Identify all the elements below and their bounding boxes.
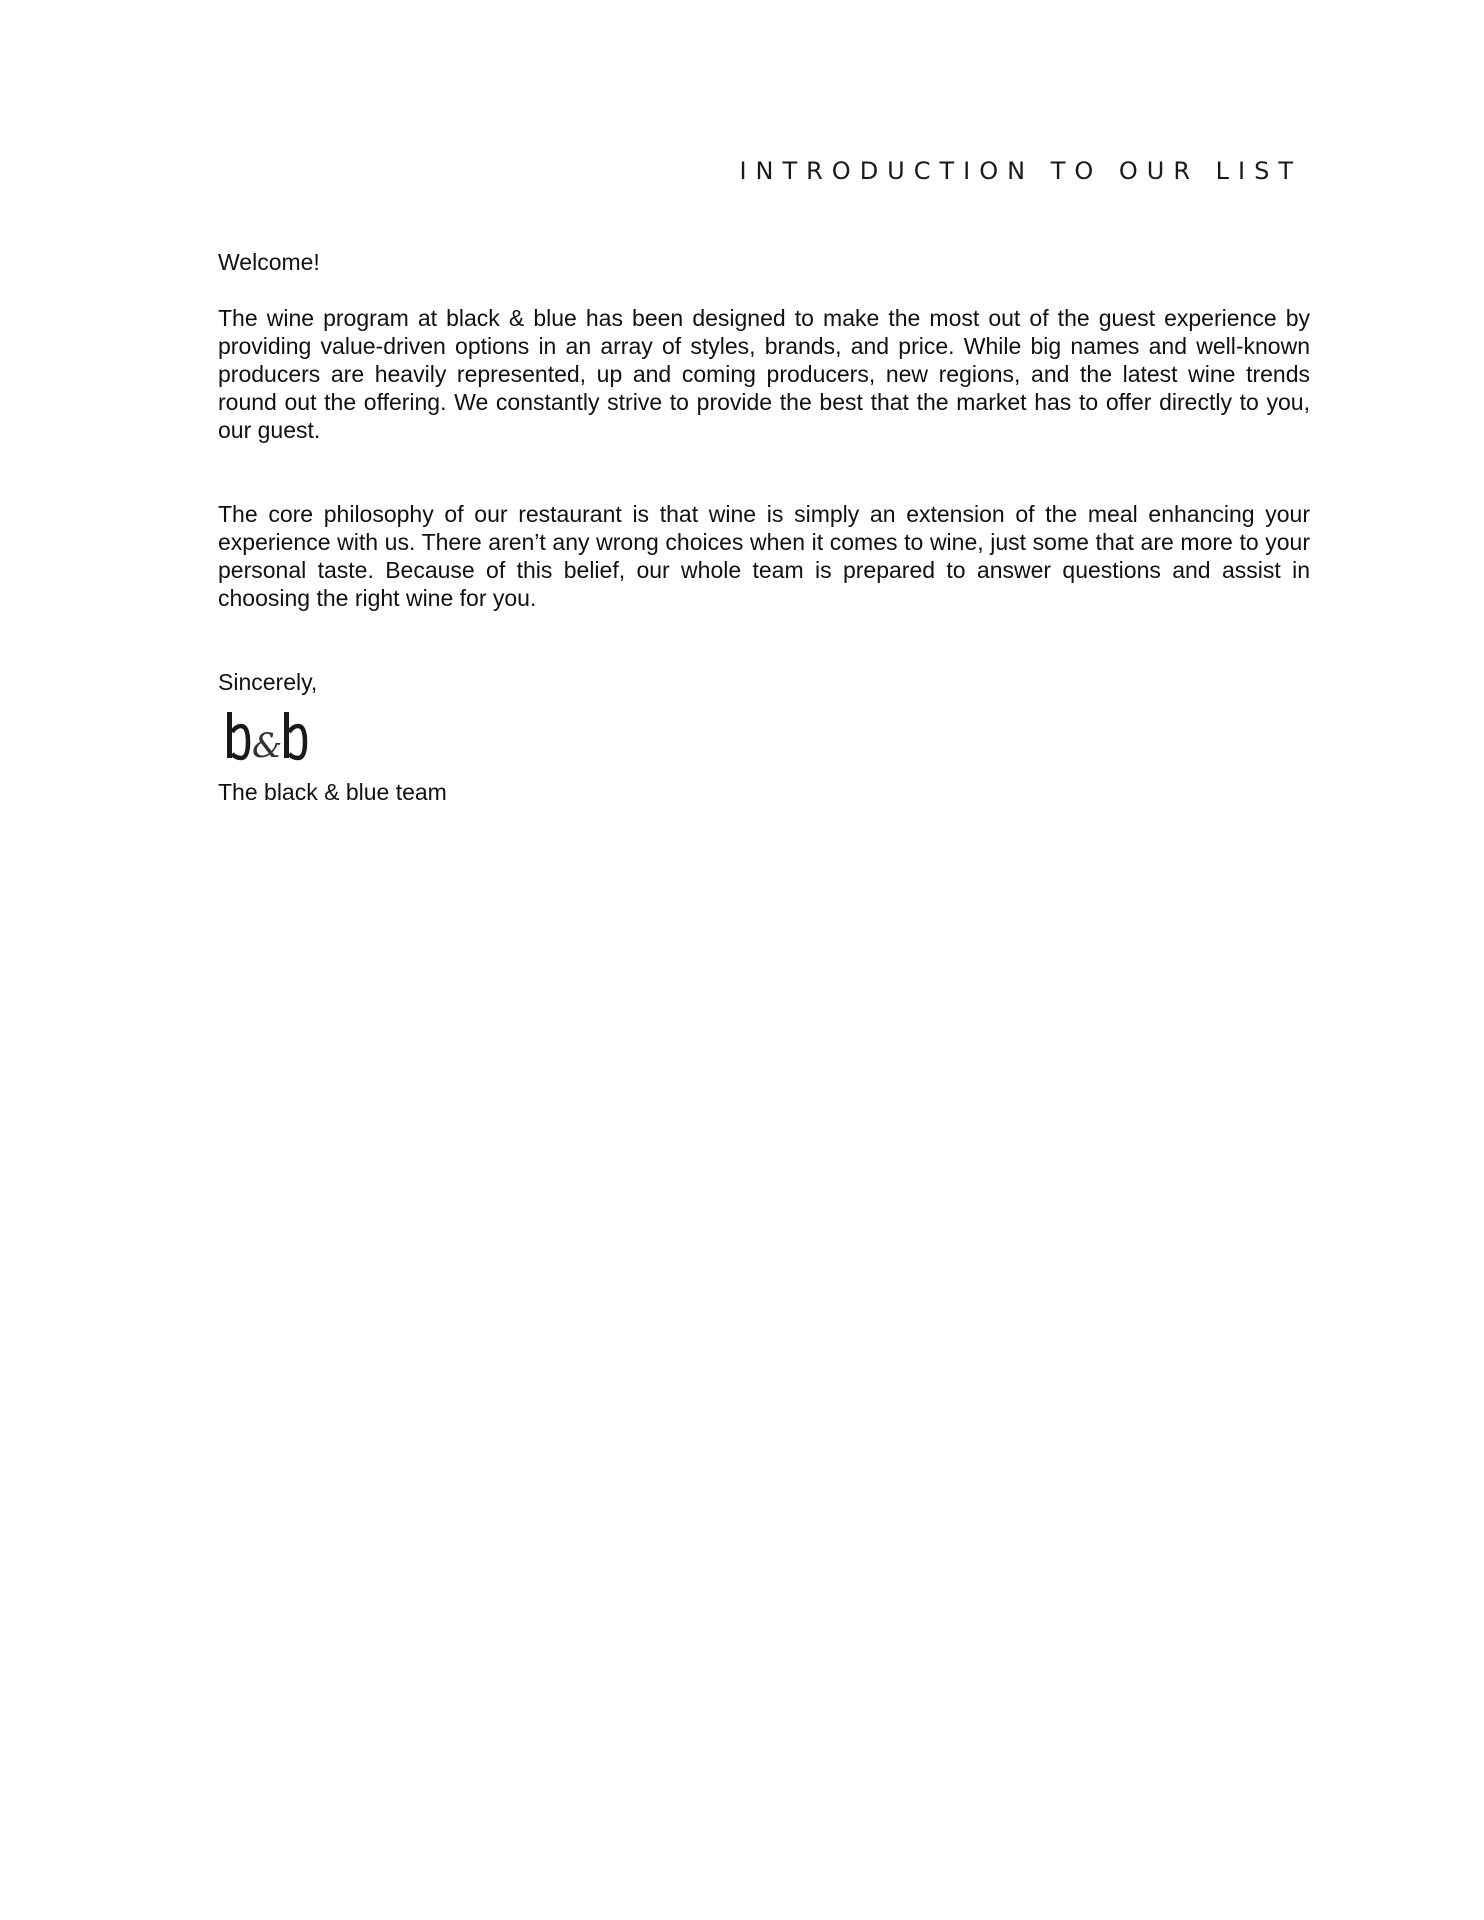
philosophy-paragraph: The core philosophy of our restaurant is that wine is simply an extension of the meal enhancing your experience with us. There aren’t any wrong choices when it comes to wine, just some that are more to your personal taste. Because of this belief, our whole team is prepared to answer questions and assist in choosing the right wine for you. [218, 501, 1310, 611]
svg-text:&: & [252, 726, 283, 762]
bb-logo-icon [226, 710, 310, 762]
page-title: INTRODUCTION TO OUR LIST [739, 157, 1302, 185]
signature-text: The black & blue team [218, 779, 447, 805]
closing-text: Sincerely, [218, 669, 318, 695]
greeting-text: Welcome! [218, 249, 320, 275]
intro-paragraph: The wine program at black & blue has been designed to make the most out of the guest experience by providing value-driven options in an array of styles, brands, and price. While big names and well-known producers are heavily represented, up and coming producers, new regions, and the latest wine trends round out the offering. We constantly strive to provide the best that the market has to offer directly to you, our guest. [218, 305, 1310, 443]
